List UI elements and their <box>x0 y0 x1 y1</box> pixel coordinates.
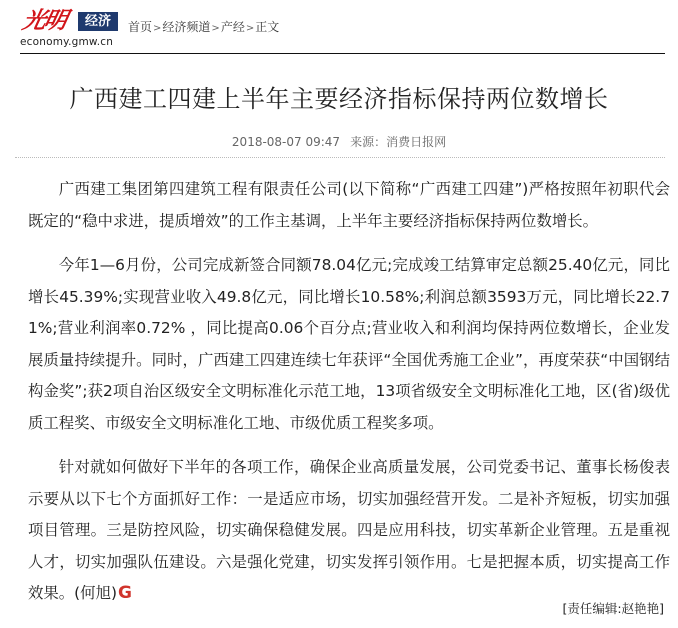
publish-datetime: 2018-08-07 09:47 <box>231 135 341 149</box>
breadcrumb-separator-icon: > <box>153 23 162 34</box>
site-header <box>0 0 678 56</box>
breadcrumb-separator-icon: > <box>245 23 255 34</box>
article-meta <box>0 134 678 150</box>
paragraph-2: 今年1—6月份，公司完成新签合同额78.04亿元;完成竣工结算审定总额25.40亿元，同比增长45.39%;实现营业收入49.8亿元，同比增长10.58%;利润总额3593万元，同比增长22.71%;营业利润率0.72% ，同比提高0.06个百分点;营业收入和利润均保持两位数增长，企业发展质量持续提升。同时，广西建工四建连续七年获评“全国优秀施工企业”，再度荣获“中国钢结构金奖”;获2项自治区级安全文明标准化示范工地，13项省级安全文明标准化工地，区(省)级优质工程奖、市级安全文明标准化工地、市级优质工程奖多项。 <box>28 256 670 432</box>
breadcrumb-home[interactable]: 首页 <box>128 20 153 34</box>
breadcrumb-current: 正文 <box>255 20 280 34</box>
logo-channel-badge: 经济 <box>78 12 118 31</box>
article-source: 来源：消费日报网 <box>350 135 447 149</box>
meta-divider <box>15 157 665 158</box>
paragraph-3 <box>28 452 670 610</box>
site-logo[interactable] <box>20 6 120 48</box>
article-title: 广西建工四建上半年主要经济指标保持两位数增长 <box>69 85 609 113</box>
breadcrumb-separator-icon: > <box>211 23 220 34</box>
paragraph-1: 广西建工集团第四建筑工程有限责任公司(以下简称“广西建工四建”)严格按照年初职代会既定的“稳中求进，提质增效”的工作主基调，上半年主要经济指标保持两位数增长。 <box>28 180 670 230</box>
logo-domain: economy.gmw.cn <box>20 36 114 48</box>
article-body <box>28 174 670 623</box>
logo-script-text: 光明 <box>20 7 68 34</box>
breadcrumb-industry[interactable]: 产经 <box>220 20 245 34</box>
header-divider <box>20 53 665 54</box>
paragraph-3-text: 针对就如何做好下半年的各项工作，确保企业高质量发展，公司党委书记、董事长杨俊表示要从以下七个方面抓好工作：一是适应市场，切实加强经营开发。二是补齐短板，切实加强项目管理。三是防控风险，切实确保稳健发展。四是应用科技，切实革新企业管理。五是重视人才，切实加强队伍建设。六是强化党建，切实发挥引领作用。七是把握本质，切实提高工作效果。(何旭) <box>28 458 670 602</box>
breadcrumb <box>128 19 279 37</box>
breadcrumb-economy-channel[interactable]: 经济频道 <box>162 20 211 34</box>
gmw-end-mark-icon: G <box>117 583 132 603</box>
responsible-editor: [责任编辑:赵艳艳] <box>562 601 664 616</box>
